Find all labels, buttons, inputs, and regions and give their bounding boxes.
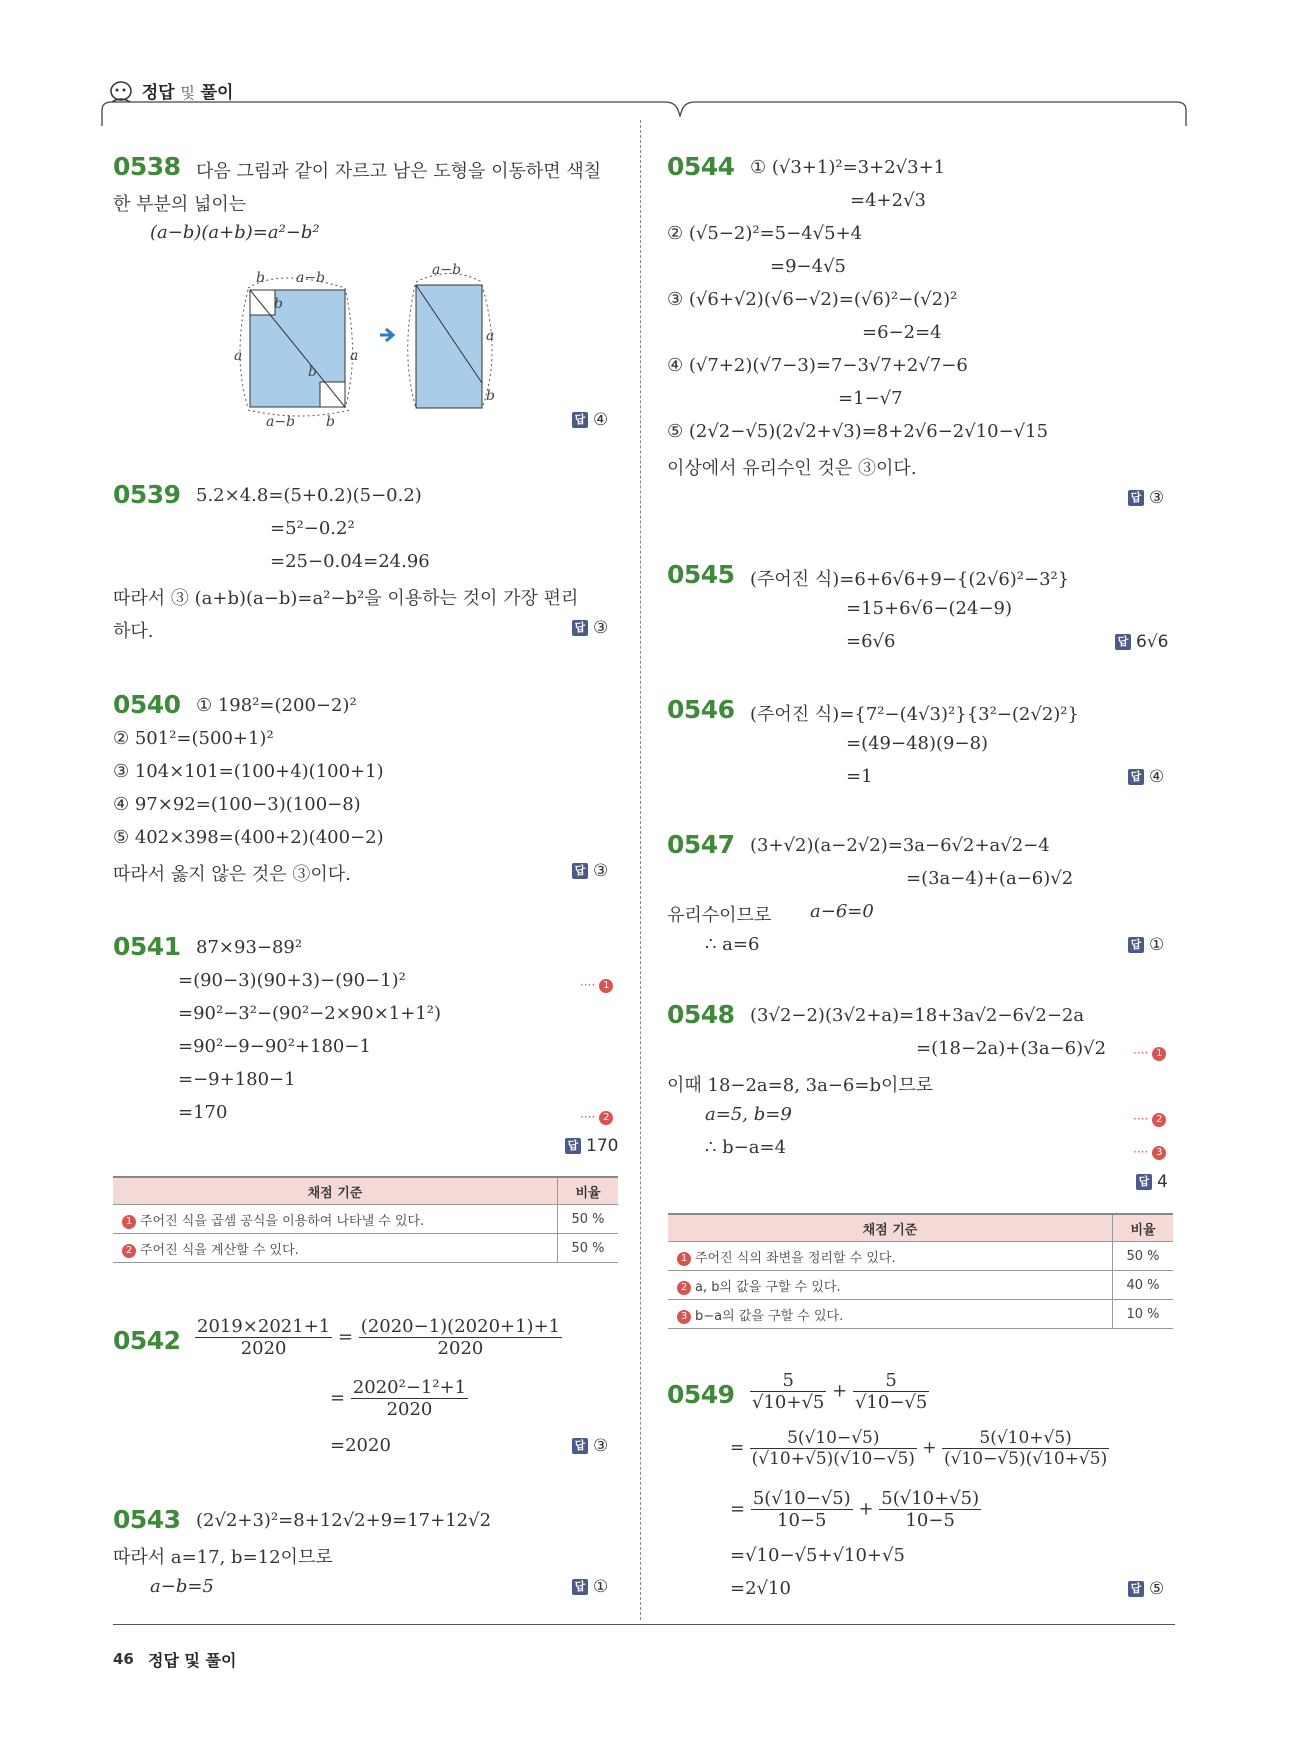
p0548-line5: ∴ b−a=4 [705, 1137, 787, 1158]
p0539-line4: 따라서 ③ (a+b)(a−b)=a²−b²을 이용하는 것이 가장 편리 [113, 588, 579, 609]
p0540-line4: ④ 97×92=(100−3)(100−8) [113, 794, 361, 815]
answer-tag-icon: 답 [572, 620, 588, 636]
problem-number-0544: 0544 [667, 152, 735, 181]
problem-number-0543: 0543 [113, 1505, 181, 1534]
fraction: $\frac{5(√10+√5)}{10-5}$ [881, 1488, 980, 1531]
answer-tag-icon: 답 [1128, 1581, 1144, 1597]
answer-0544 [1128, 488, 1164, 508]
p0546-line3: =1 [846, 766, 873, 787]
answer-0546-value: ④ [1149, 767, 1165, 787]
p0544-line10: 이상에서 유리수인 것은 ③이다. [667, 458, 917, 479]
header-frame [100, 98, 1190, 128]
p0539-line1: 5.2×4.8=(5+0.2)(5−0.2) [196, 485, 422, 506]
p0540-line2: ② 501²=(500+1)² [113, 728, 274, 749]
p0549-line2: = $\frac{5(√10-√5)}{(√10+√5)(√10-√5)}$ + $\frac{5(√10+√5)}{(√10-√5)(√10+√5)}$ [730, 1428, 1108, 1469]
arrow-icon [380, 329, 393, 341]
p0539-line3: =25−0.04=24.96 [270, 551, 430, 572]
p0547-line3b: a−6=0 [810, 901, 874, 922]
answer-tag-icon: 답 [1128, 937, 1144, 953]
p0541-line3: =90²−3²−(90²−2×90×1+1²) [178, 1003, 442, 1024]
problem-number-0538: 0538 [113, 152, 181, 181]
header-title-b: 풀이 [200, 83, 234, 103]
p0538-line2: 한 부분의 넓이는 [113, 194, 247, 215]
answer-0540-value: ③ [593, 861, 609, 881]
footer-page-number: 46 [113, 1650, 134, 1668]
grading-ratio: 50 % [558, 1205, 619, 1234]
p0543-line3: a−b=5 [150, 1576, 214, 1597]
p0541-line6: =170 [178, 1102, 228, 1123]
problem-number-0545: 0545 [667, 560, 735, 589]
p0544-line1: ① (√3+1)²=3+2√3+1 [750, 157, 946, 178]
answer-0543 [572, 1577, 608, 1597]
label-b-lower: b [308, 364, 317, 380]
grading-ratio: 10 % [1113, 1300, 1174, 1329]
grading-row: 1 주어진 식의 좌변을 정리할 수 있다. [668, 1242, 1113, 1271]
answer-0547 [1128, 935, 1164, 955]
problem-number-0542: 0542 [113, 1326, 181, 1355]
step-marker-2: ···· 2 [580, 1105, 613, 1126]
p0543-line1: (2√2+3)²=8+12√2+9=17+12√2 [196, 1510, 492, 1531]
label-b-inner: b [274, 296, 283, 312]
cut-square [250, 290, 275, 315]
p0545-line2: =15+6√6−(24−9) [846, 598, 1013, 619]
grading-ratio: 50 % [558, 1234, 619, 1263]
answer-0540 [572, 861, 608, 881]
answer-0541 [565, 1136, 618, 1156]
p0544-line6: =6−2=4 [862, 322, 942, 343]
p0548-line1: (3√2−2)(3√2+a)=18+3a√2−6√2−2a [750, 1005, 1085, 1026]
answer-tag-icon: 답 [1136, 1174, 1152, 1190]
p0549-line5: =2√10 [730, 1578, 791, 1599]
p0542-line2: = $\frac{\text{2020²−1²+1}}{2020}$ [330, 1377, 467, 1420]
answer-tag-icon: 답 [565, 1138, 581, 1154]
answer-0548-value: 4 [1157, 1172, 1168, 1192]
grading-ratio: 40 % [1113, 1271, 1174, 1300]
fraction: $\frac{5(√10+√5)}{(√10-√5)(√10+√5)}$ [943, 1428, 1108, 1469]
answer-tag-icon: 답 [572, 863, 588, 879]
p0542-line1: $\frac{2019\times 2021+1}{2020}$ = $\frac{(2020-1)(2020+1)+1}{2020}$ [197, 1316, 561, 1359]
p0544-line8: =1−√7 [838, 388, 903, 409]
answer-tag-icon: 답 [572, 1579, 588, 1595]
fraction: $\frac{5}{√10-√5}$ [854, 1370, 928, 1413]
step-marker-3: ···· 3 [1133, 1140, 1166, 1161]
answer-0539-value: ③ [593, 618, 609, 638]
answer-0538 [572, 410, 608, 430]
label-amb-top: a−b [296, 270, 326, 286]
header-title-mid: 및 [180, 84, 195, 102]
label-amb-top-2: a−b [432, 262, 462, 278]
answer-0549-value: ⑤ [1149, 1579, 1165, 1599]
problem-number-0539: 0539 [113, 480, 181, 509]
label-amb-bottom: a−b [266, 414, 296, 430]
grading-row: 3 b−a의 값을 구할 수 있다. [668, 1300, 1113, 1329]
label-a-left: a [234, 348, 243, 364]
p0545-line1: (주어진 식)=6+6√6+9−{(2√6)²−3²} [750, 569, 1070, 590]
answer-0538-value: ④ [593, 410, 609, 430]
answer-tag-icon: 답 [572, 1438, 588, 1454]
p0541-line1: 87×93−89² [196, 937, 303, 958]
grading-header-ratio: 비율 [558, 1177, 619, 1205]
p0549-line1: $\frac{5}{√10+√5}$ + $\frac{5}{√10-√5}$ [752, 1370, 928, 1413]
p0544-line7: ④ (√7+2)(√7−3)=7−3√7+2√7−6 [667, 355, 968, 376]
label-a-right: a [486, 328, 495, 344]
answer-tag-icon: 답 [1115, 634, 1131, 650]
fraction: $\frac{5(√10-√5)}{(√10+√5)(√10-√5)}$ [751, 1428, 915, 1469]
answer-0542 [572, 1436, 608, 1456]
footer-label: 정답 및 풀이 [148, 1651, 237, 1670]
p0549-line3: = $\frac{5(√10-√5)}{10-5}$ + $\frac{5(√10+√5)}{10-5}$ [730, 1488, 980, 1531]
answer-0541-value: 170 [586, 1136, 619, 1156]
label-a-mid: a [350, 348, 359, 364]
grading-table-0541 [113, 1176, 618, 1263]
answer-0548 [1136, 1172, 1168, 1192]
step-marker-1: ···· 1 [580, 973, 613, 994]
p0548-line2: =(18−2a)+(3a−6)√2 [916, 1038, 1107, 1059]
area-diagram [220, 260, 520, 430]
p0544-line9: ⑤ (2√2−√5)(2√2+√3)=8+2√6−2√10−√15 [667, 421, 1049, 442]
problem-number-0540: 0540 [113, 690, 181, 719]
problem-number-0546: 0546 [667, 695, 735, 724]
p0540-line3: ③ 104×101=(100+4)(100+1) [113, 761, 384, 782]
p0549-line4: =√10−√5+√10+√5 [730, 1545, 905, 1566]
grading-table-0548 [668, 1213, 1173, 1329]
answer-tag-icon: 답 [1128, 490, 1144, 506]
footer-rule [113, 1624, 1175, 1625]
answer-0547-value: ① [1149, 935, 1165, 955]
problem-number-0547: 0547 [667, 830, 735, 859]
grading-row: 2 주어진 식을 계산할 수 있다. [113, 1234, 558, 1263]
moved-rectangle [416, 285, 482, 408]
p0540-line6: 따라서 옳지 않은 것은 ③이다. [113, 864, 351, 885]
p0539-line5: 하다. [113, 621, 154, 642]
step-marker-2: ···· 2 [1133, 1107, 1166, 1128]
fraction: $\frac{(2020-1)(2020+1)+1}{2020}$ [360, 1316, 561, 1359]
p0541-line2: =(90−3)(90+3)−(90−1)² [178, 970, 406, 991]
p0540-line5: ⑤ 402×398=(400+2)(400−2) [113, 827, 384, 848]
grading-row: 1 주어진 식을 곱셈 공식을 이용하여 나타낼 수 있다. [113, 1205, 558, 1234]
p0538-line3: (a−b)(a+b)=a²−b² [150, 222, 320, 243]
answer-0539 [572, 618, 608, 638]
problem-number-0549: 0549 [667, 1380, 735, 1409]
problem-number-0541: 0541 [113, 932, 181, 961]
grading-header-ratio: 비율 [1113, 1214, 1174, 1242]
p0544-line5: ③ (√6+√2)(√6−√2)=(√6)²−(√2)² [667, 289, 958, 310]
p0548-line3: 이때 18−2a=8, 3a−6=b이므로 [667, 1075, 934, 1096]
label-b-bottom: b [326, 414, 335, 430]
p0547-line1: (3+√2)(a−2√2)=3a−6√2+a√2−4 [750, 835, 1050, 856]
p0545-line3: =6√6 [846, 631, 896, 652]
p0547-line4: ∴ a=6 [705, 934, 760, 955]
answer-0546 [1128, 767, 1164, 787]
p0543-line2: 따라서 a=17, b=12이므로 [113, 1547, 333, 1568]
answer-tag-icon: 답 [1128, 769, 1144, 785]
header-title-a: 정답 [141, 83, 175, 103]
answer-0545 [1115, 632, 1168, 652]
answer-tag-icon: 답 [572, 412, 588, 428]
p0544-line3: ② (√5−2)²=5−4√5+4 [667, 223, 863, 244]
p0542-line3: =2020 [330, 1435, 391, 1456]
grading-row: 2 a, b의 값을 구할 수 있다. [668, 1271, 1113, 1300]
p0547-line3: 유리수이므로 [667, 905, 772, 926]
p0548-line4: a=5, b=9 [705, 1104, 792, 1125]
fraction: $\frac{5(√10-√5)}{10-5}$ [752, 1488, 851, 1531]
answer-0543-value: ① [593, 1577, 609, 1597]
p0546-line1: (주어진 식)={7²−(4√3)²}{3²−(2√2)²} [750, 704, 1079, 725]
fraction: $\frac{\text{2020²−1²+1}}{2020}$ [352, 1377, 467, 1420]
p0544-line2: =4+2√3 [850, 190, 926, 211]
fraction: $\frac{2019\times 2021+1}{2020}$ [197, 1316, 331, 1359]
problem-number-0548: 0548 [667, 1000, 735, 1029]
p0546-line2: =(49−48)(9−8) [846, 733, 989, 754]
p0539-line2: =5²−0.2² [270, 518, 355, 539]
answer-0549 [1128, 1579, 1164, 1599]
answer-0544-value: ③ [1149, 488, 1165, 508]
label-b-right: b [486, 388, 495, 404]
answer-0542-value: ③ [593, 1436, 609, 1456]
p0538-line1: 다음 그림과 같이 자르고 남은 도형을 이동하면 색칠 [196, 161, 602, 182]
answer-0545-value: 6√6 [1136, 632, 1169, 652]
grading-header-criteria: 채점 기준 [668, 1214, 1113, 1242]
p0541-line5: =−9+180−1 [178, 1069, 296, 1090]
p0540-line1: ① 198²=(200−2)² [196, 695, 357, 716]
step-marker-1: ···· 1 [1133, 1041, 1166, 1062]
label-b-top: b [256, 270, 265, 286]
p0547-line2: =(3a−4)+(a−6)√2 [906, 868, 1074, 889]
grading-ratio: 50 % [1113, 1242, 1174, 1271]
fraction: $\frac{5}{√10+√5}$ [752, 1370, 825, 1413]
grading-header-criteria: 채점 기준 [113, 1177, 558, 1205]
column-divider [640, 120, 641, 1620]
p0544-line4: =9−4√5 [770, 256, 846, 277]
p0541-line4: =90²−9−90²+180−1 [178, 1036, 371, 1057]
cut-square-2 [320, 382, 345, 407]
